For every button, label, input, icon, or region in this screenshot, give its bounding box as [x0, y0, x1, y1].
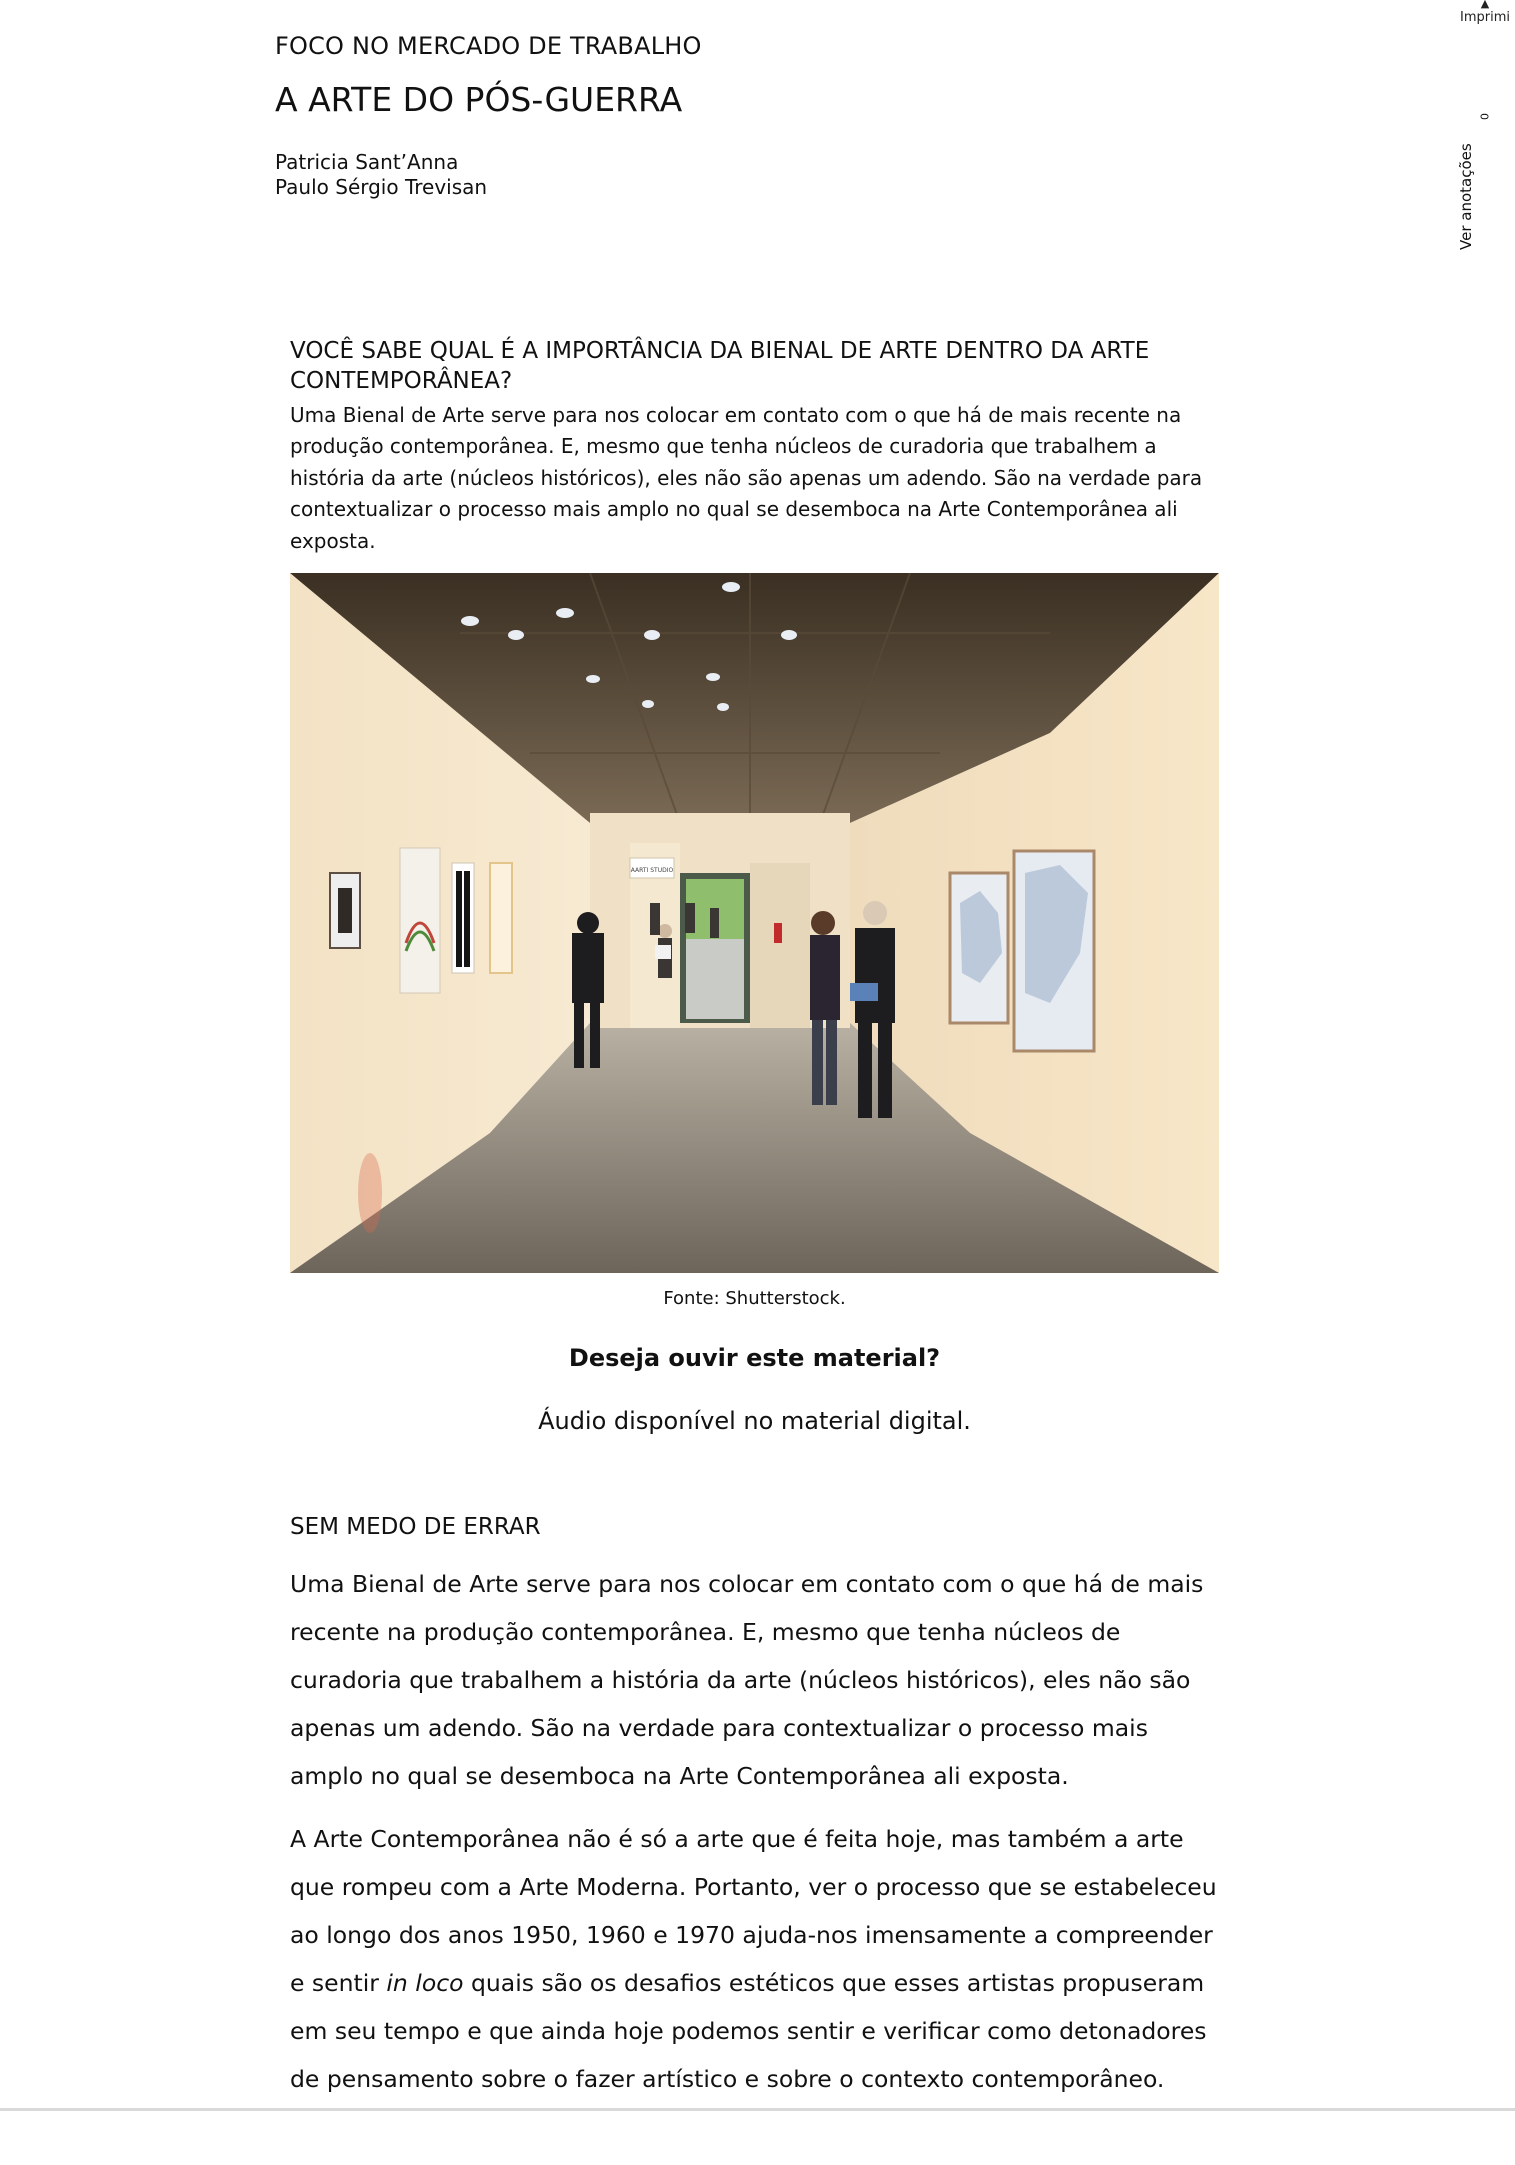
italic-term: in loco: [386, 1969, 464, 1997]
question-body: Uma Bienal de Arte serve para nos colocar em contato com o que há de mais recente na produção contemporânea. E, mesmo que tenha núcleos de curadoria que trabalhem a história da arte (núcleos históricos), eles não são apenas um adendo. São na verdade para contextualizar o processo mais amplo no qual se desemboca na Arte Contemporânea ali exposta.: [290, 403, 1203, 553]
section-heading: SEM MEDO DE ERRAR: [290, 1514, 541, 1540]
notes-count: 0: [1478, 113, 1492, 120]
section-label: FOCO NO MERCADO DE TRABALHO: [275, 32, 702, 60]
print-label: Imprimi: [1460, 10, 1510, 25]
view-notes-link[interactable]: Ver anotações: [1457, 143, 1475, 250]
paragraph-text: quais são os desafios estéticos que esses artistas propuseram em seu tempo e que ainda hoje podemos sentir e verificar como detonadores de pensamento sobre o fazer artístico e sobre o contexto contemporâneo.: [290, 1969, 1207, 2093]
audio-availability: Áudio disponível no material digital.: [538, 1407, 971, 1435]
paragraph-text: A Arte Contemporânea não é só a arte que é feita hoje, mas também a arte que rompeu com a Arte Moderna. Portanto, ver o processo que se estabeleceu ao longo dos anos 1950, 1960 e 1970 ajuda-nos imensamente a compreender e sentir: [290, 1825, 1217, 1997]
figure-caption: Fonte: Shutterstock.: [663, 1288, 846, 1309]
bottom-divider: [0, 2108, 1515, 2111]
body-paragraph: Uma Bienal de Arte serve para nos colocar em contato com o que há de mais recente na produção contemporânea. E, mesmo que tenha núcleos de curadoria que trabalhem a história da arte (núcleos históricos), eles não são apenas um adendo. São na verdade para contextualizar o processo mais amplo no qual se desemboca na Arte Contemporânea ali exposta.: [290, 1570, 1204, 1790]
caret-up-icon: ▲: [1480, 0, 1490, 10]
side-rail: [1455, 0, 1515, 300]
page-title: A ARTE DO PÓS-GUERRA: [275, 80, 683, 119]
audio-prompt: Deseja ouvir este material?: [568, 1344, 941, 1372]
author-list: [275, 150, 487, 200]
gallery-photo: [290, 573, 1219, 1273]
question-heading: VOCÊ SABE QUAL É A IMPORTÂNCIA DA BIENAL DE ARTE DENTRO DA ARTE CONTEMPORÂNEA?: [290, 338, 1150, 394]
gallery-illustration: [290, 573, 1219, 1273]
booth-sign: AARTI STUDIO: [630, 867, 674, 874]
print-button[interactable]: [1455, 0, 1515, 25]
author-name: Patricia Sant’Anna: [275, 150, 459, 174]
body-paragraph: [290, 1815, 1220, 2103]
author-name: Paulo Sérgio Trevisan: [275, 175, 488, 199]
